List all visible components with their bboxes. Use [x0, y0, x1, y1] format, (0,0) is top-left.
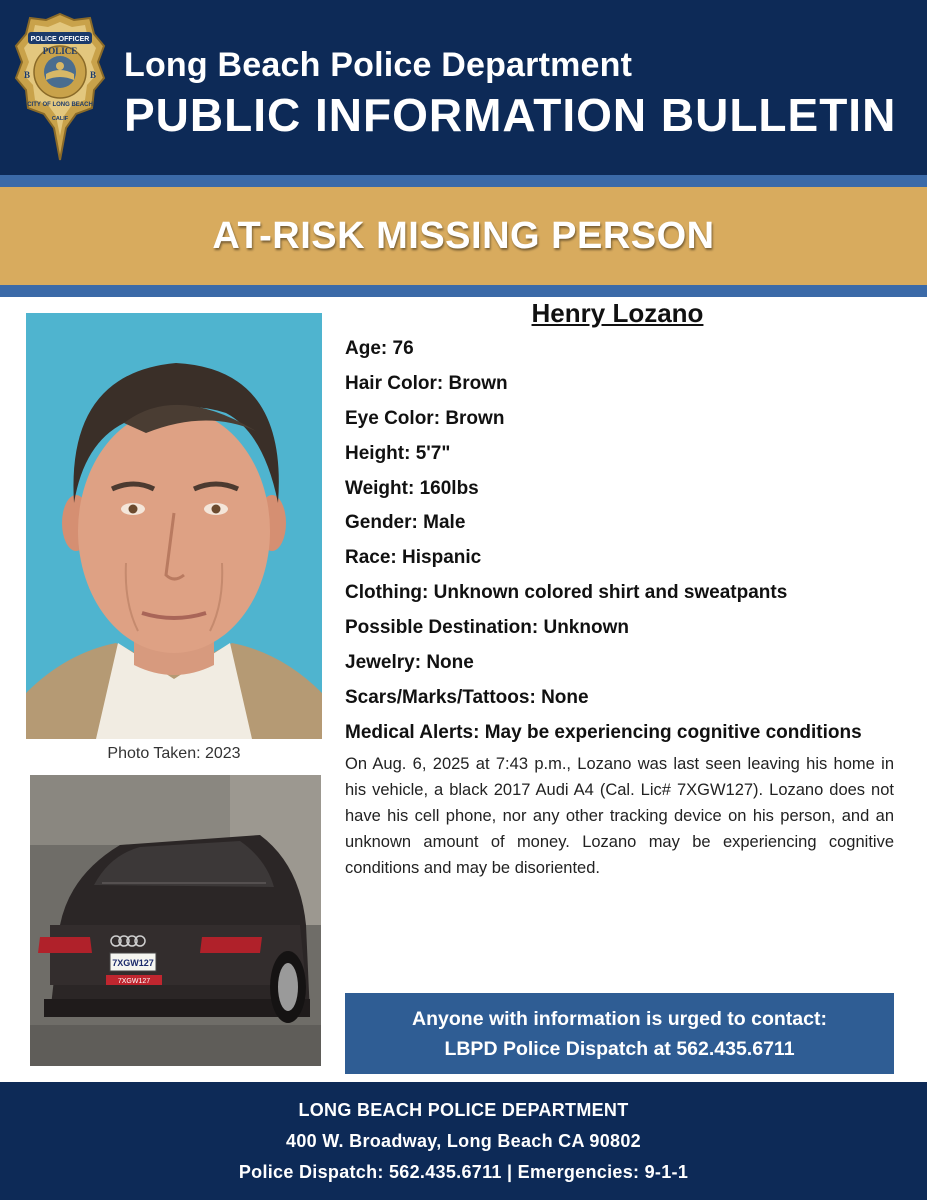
- attribute-row: [345, 685, 905, 720]
- bulletin-header: [0, 0, 927, 175]
- header-divider-bottom: [0, 285, 927, 297]
- attribute-row: [345, 650, 905, 685]
- footer-department: LONG BEACH POLICE DEPARTMENT: [298, 1099, 629, 1120]
- department-name: Long Beach Police Department: [124, 46, 633, 84]
- svg-text:B: B: [90, 70, 97, 80]
- alert-type-title: AT-RISK MISSING PERSON: [212, 214, 715, 257]
- footer: [0, 1082, 927, 1200]
- person-name: Henry Lozano: [531, 298, 704, 328]
- photo-caption: Photo Taken: 2023: [107, 745, 241, 762]
- svg-text:POLICE OFFICER: POLICE OFFICER: [30, 36, 90, 43]
- incident-narrative: On Aug. 6, 2025 at 7:43 p.m., Lozano was last seen leaving his home in his vehicle, a black 2017 Audi A4 (Cal. Lic# 7XGW127). Lozano does not have his cell phone, nor any other tracking device on his person, and an unknown amount of money. Lozano may be experiencing cognitive conditions and may be disoriented.: [345, 755, 894, 877]
- missing-person-photo: [26, 313, 322, 739]
- attribute-value: Brown: [445, 407, 505, 429]
- vehicle-photo: [30, 775, 321, 1066]
- attribute-label: Gender:: [345, 512, 418, 534]
- description-list: [345, 336, 905, 755]
- attribute-row: [345, 720, 905, 755]
- attribute-value: May be experiencing cognitive conditions: [484, 721, 862, 743]
- attribute-row: [345, 510, 905, 545]
- attribute-label: Weight:: [345, 477, 415, 499]
- attribute-row: [345, 545, 905, 580]
- police-badge-icon: [14, 10, 106, 162]
- attribute-label: Height:: [345, 442, 411, 464]
- attribute-label: Hair Color:: [345, 372, 444, 394]
- footer-address: 400 W. Broadway, Long Beach CA 90802: [286, 1130, 641, 1151]
- header-divider-top: [0, 175, 927, 187]
- attribute-row: [345, 336, 905, 371]
- attribute-value: Brown: [448, 372, 508, 394]
- attribute-value: 160lbs: [419, 477, 479, 499]
- attribute-label: Clothing:: [345, 582, 429, 604]
- attribute-label: Scars/Marks/Tattoos:: [345, 686, 536, 708]
- attribute-row: [345, 441, 905, 476]
- footer-phone-numbers: Police Dispatch: 562.435.6711 | Emergencies: 9-1-1: [238, 1161, 689, 1182]
- attribute-label: Age:: [345, 338, 388, 359]
- attribute-value: None: [426, 652, 474, 674]
- svg-text:7XGW127: 7XGW127: [112, 958, 154, 968]
- attribute-label: Medical Alerts:: [345, 721, 480, 743]
- svg-text:7XGW127: 7XGW127: [117, 978, 151, 985]
- attribute-label: Eye Color:: [345, 407, 441, 429]
- attribute-value: Unknown: [543, 617, 629, 639]
- attribute-label: Jewelry:: [345, 652, 422, 674]
- attribute-label: Race:: [345, 547, 397, 569]
- attribute-value: Male: [423, 512, 466, 534]
- attribute-row: [345, 580, 905, 615]
- bulletin-title: PUBLIC INFORMATION BULLETIN: [124, 89, 897, 141]
- attribute-value: Hispanic: [402, 547, 482, 569]
- attribute-row: [345, 476, 905, 511]
- svg-text:POLICE: POLICE: [42, 46, 78, 56]
- attribute-value: 76: [392, 338, 414, 359]
- svg-text:CALIF: CALIF: [51, 116, 69, 122]
- alert-banner: [0, 187, 927, 285]
- attribute-value: Unknown colored shirt and sweatpants: [433, 582, 788, 604]
- attribute-row: [345, 371, 905, 406]
- attribute-value: 5'7": [415, 442, 451, 464]
- attribute-row: [345, 615, 905, 650]
- svg-text:CITY OF LONG BEACH: CITY OF LONG BEACH: [27, 102, 93, 108]
- attribute-label: Possible Destination:: [345, 617, 539, 639]
- contact-box: [345, 993, 894, 1074]
- contact-prompt: Anyone with information is urged to contact:: [412, 1007, 827, 1030]
- attribute-row: [345, 406, 905, 441]
- svg-text:B: B: [24, 70, 31, 80]
- dispatch-number: LBPD Police Dispatch at 562.435.6711: [444, 1037, 795, 1060]
- attribute-value: None: [541, 686, 589, 708]
